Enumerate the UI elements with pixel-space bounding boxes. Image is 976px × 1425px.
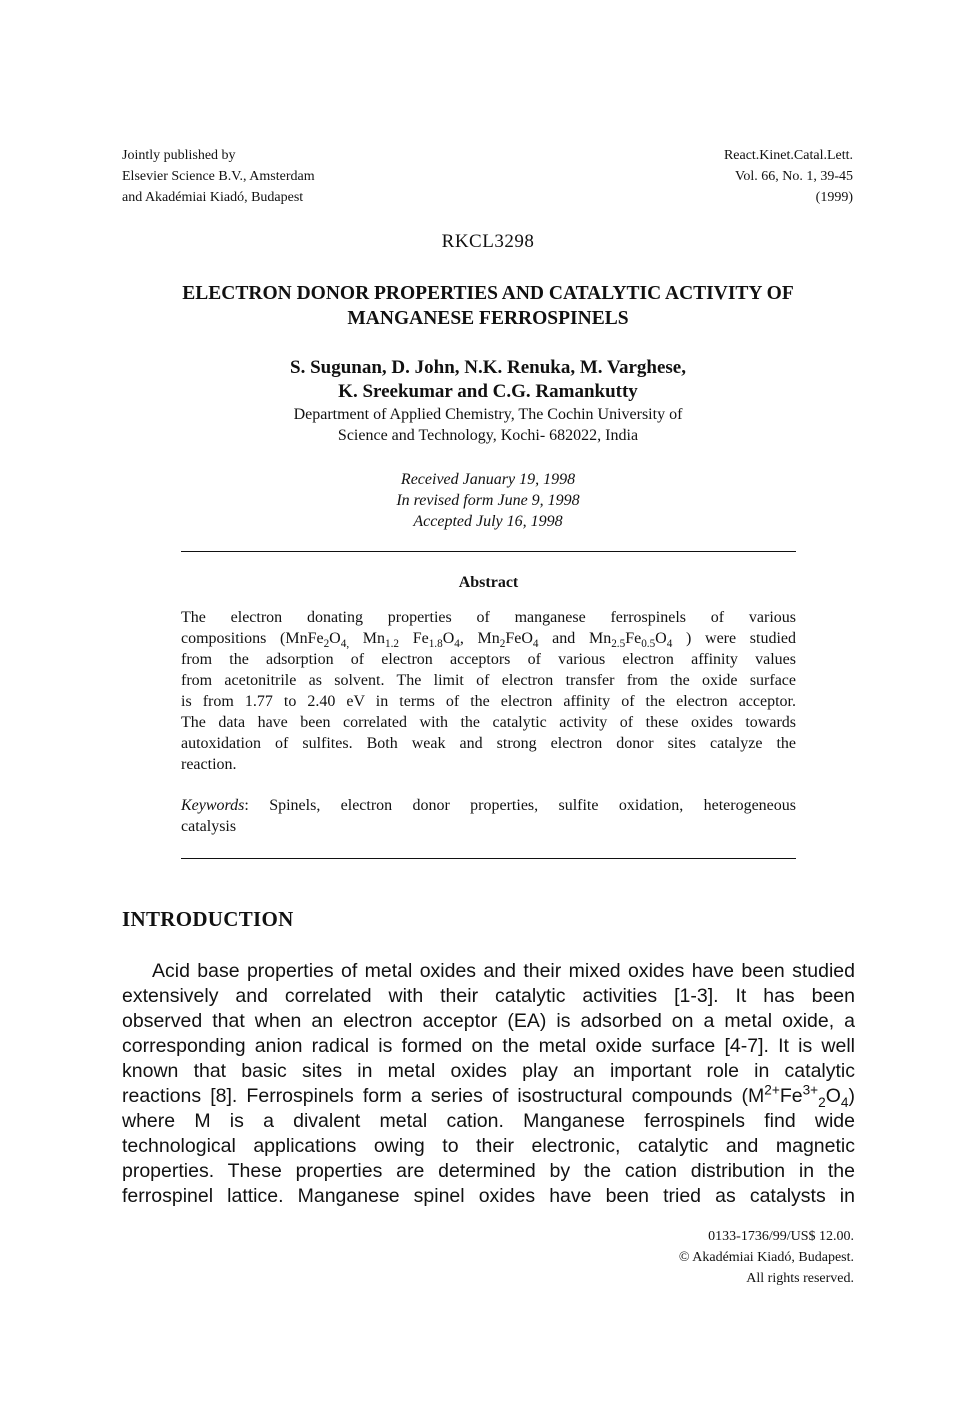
keywords-line: Keywords: Spinels, electron donor properties, sulfite oxidation, heterogeneous	[181, 797, 796, 814]
abstract-formula-line: compositions ($MnFe_2O_{4,}$ $Mn_{1.2}$ $Fe_{1.8}O_4$, $Mn_2FeO_4$ and $Mn_{2.5}Fe_{0.5}O_4$ ) were studied	[181, 630, 796, 651]
publisher-line: Jointly published by	[122, 148, 236, 163]
abstract-line: autoxidation of sulfites. Both weak and strong electron donor sites catalyze the	[181, 735, 796, 752]
article-code: RKCL3298	[441, 231, 535, 252]
body-line: properties. These properties are determined by the cation distribution in the	[122, 1160, 855, 1182]
body-line: Acid base properties of metal oxides and their mixed oxides have been studied	[152, 960, 855, 982]
issn-price: 0133-1736/99/US$ 12.00.	[708, 1229, 854, 1244]
keywords-label: Keywords	[181, 797, 245, 814]
accepted-date: Accepted July 16, 1998	[413, 513, 563, 530]
abstract-top-divider	[181, 551, 796, 552]
body-line: ferrospinel lattice. Manganese spinel oxides have been tried as catalysts in	[122, 1185, 855, 1207]
body-line: corresponding anion radical is formed on the metal oxide surface [4-7]. It is well	[122, 1035, 855, 1057]
title-line: MANGANESE FERROSPINELS	[347, 308, 629, 329]
publisher-line: and Akadémiai Kiadó, Budapest	[122, 190, 304, 205]
body-line: observed that when an electron acceptor (EA) is adsorbed on a metal oxide, a	[122, 1010, 855, 1032]
body-line: known that basic sites in metal oxides play an important role in catalytic	[122, 1060, 855, 1082]
abstract-line: is from 1.77 to 2.40 eV in terms of the electron affinity of the electron acceptor.	[181, 693, 796, 710]
body-formula-line: reactions [8]. Ferrospinels form a series of isostructural compounds $(M^{2+}Fe^{3+}_2O_4)$	[122, 1082, 855, 1110]
copyright-notice	[679, 1226, 854, 1289]
abstract-line: The data have been correlated with the catalytic activity of these oxides towards	[181, 714, 796, 731]
abstract-heading: Abstract	[458, 574, 519, 591]
journal-citation	[724, 145, 853, 208]
citation-line: React.Kinet.Catal.Lett.	[723, 148, 853, 163]
introduction-body	[122, 959, 855, 1209]
abstract-line: reaction.	[181, 756, 237, 773]
authors-line: S. Sugunan, D. John, N.K. Renuka, M. Varghese,	[290, 357, 686, 378]
title-line: ELECTRON DONOR PROPERTIES AND CATALYTIC ACTIVITY OF	[182, 283, 794, 304]
keywords-line: catalysis	[181, 818, 237, 835]
rights-line: All rights reserved.	[746, 1271, 854, 1286]
abstract-line: from acetonitrile as solvent. The limit of electron transfer from the oxide surface	[181, 672, 796, 689]
body-line: extensively and correlated with their catalytic activities [1-3]. It has been	[122, 985, 855, 1007]
section-heading: INTRODUCTION	[122, 907, 294, 931]
abstract-line: from the adsorption of electron acceptors of various electron affinity values	[181, 651, 796, 668]
publisher-line: Elsevier Science B.V., Amsterdam	[122, 169, 315, 184]
received-date: Received January 19, 1998	[400, 471, 576, 488]
body-line: where M is a divalent metal cation. Manganese ferrospinels find wide	[122, 1110, 855, 1132]
abstract-line: The electron donating properties of manganese ferrospinels of various	[181, 609, 796, 626]
abstract-body	[181, 607, 796, 775]
publisher-info	[122, 145, 315, 208]
citation-line: Vol. 66, No. 1, 39-45	[735, 169, 853, 184]
revised-date: In revised form June 9, 1998	[396, 492, 580, 509]
affiliation-line: Science and Technology, Kochi- 682022, India	[337, 427, 639, 444]
abstract-bottom-divider	[181, 858, 796, 859]
affiliation-line: Department of Applied Chemistry, The Cochin University of	[293, 406, 683, 423]
keywords	[181, 795, 796, 837]
submission-dates	[150, 469, 826, 532]
paper-title	[100, 281, 876, 331]
author-list	[150, 356, 826, 404]
authors-line: K. Sreekumar and C.G. Ramankutty	[338, 381, 638, 402]
citation-line: (1999)	[815, 190, 853, 205]
copyright-line: © Akadémiai Kiadó, Budapest.	[678, 1250, 854, 1265]
body-line: technological applications owing to their electronic, catalytic and magnetic	[122, 1135, 855, 1157]
affiliation	[150, 404, 826, 446]
